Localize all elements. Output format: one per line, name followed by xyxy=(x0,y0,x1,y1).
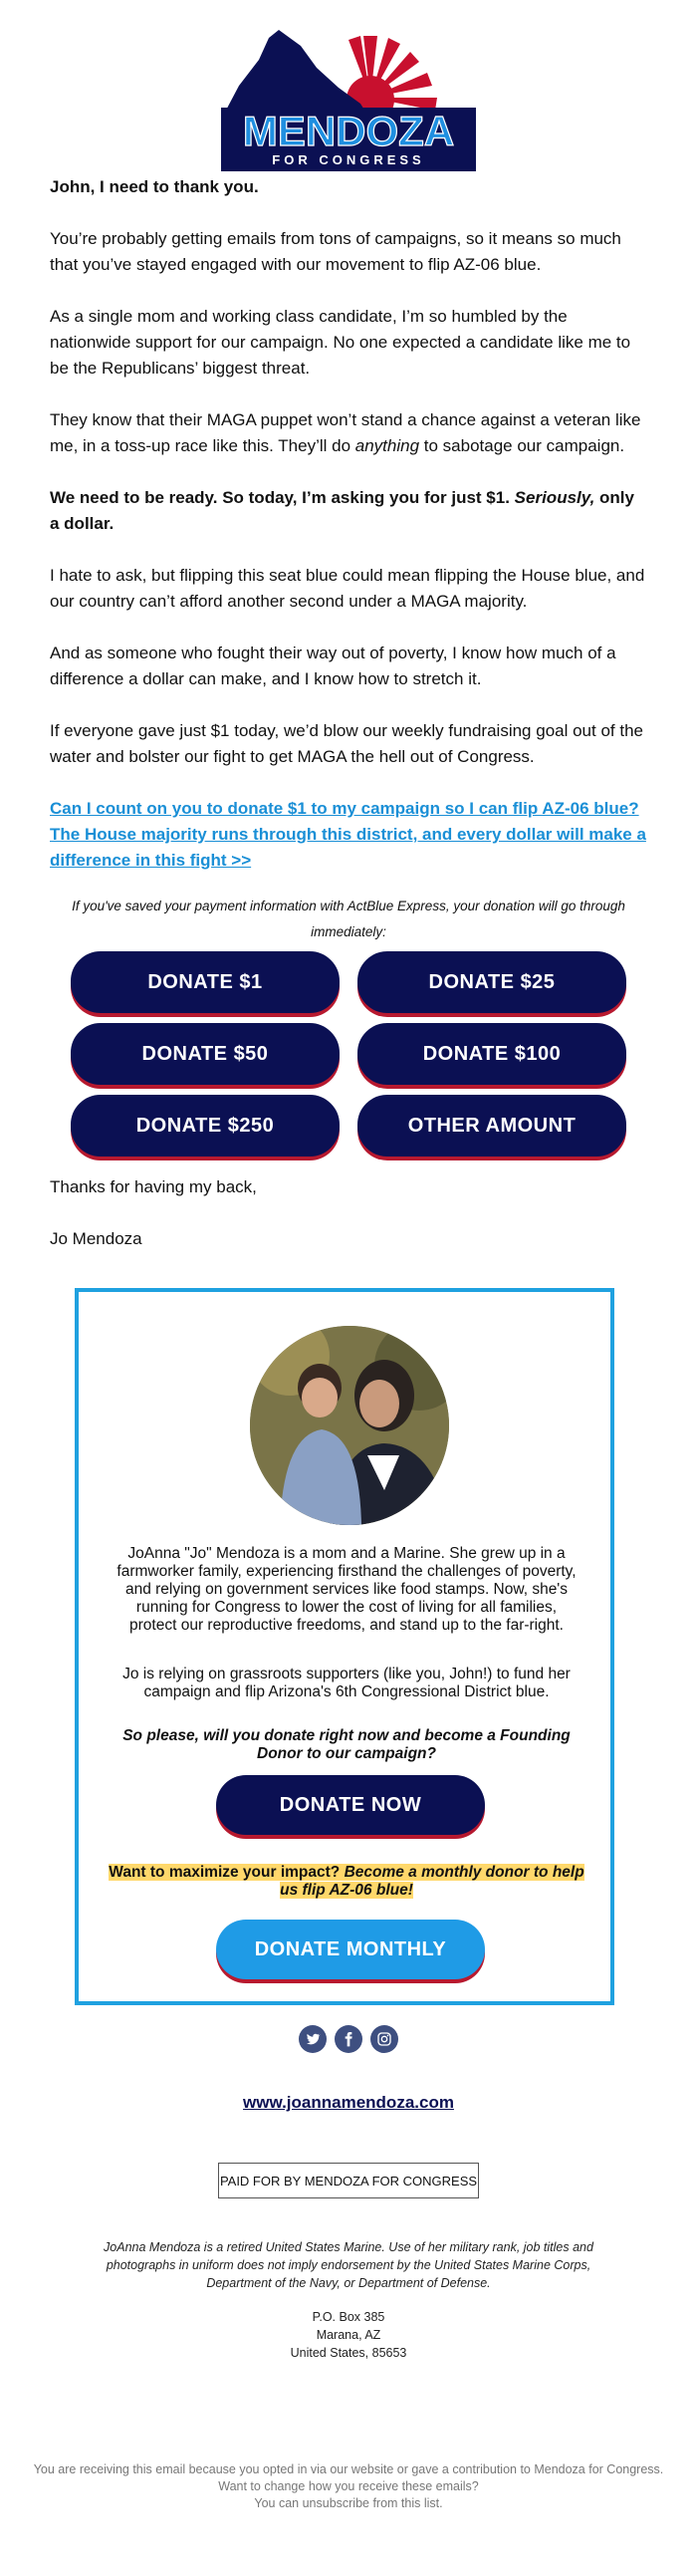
donate-button-grid xyxy=(50,951,647,1157)
logo-name: MENDOZA xyxy=(242,108,455,154)
donate-25-button[interactable]: DONATE $25 xyxy=(357,951,626,1013)
donate-50-button[interactable]: DONATE $50 xyxy=(71,1023,340,1085)
bio-paragraph-1: JoAnna "Jo" Mendoza is a mom and a Marine. She grew up in a farmworker family, experiencing firsthand the challenges of poverty, and relying on government services like food stamps. Now, she's running for Congress to lower the cost of living for all families, protect our reproductive freedoms, and stand up to the far-right. xyxy=(116,1545,577,1634)
military-disclaimer: JoAnna Mendoza is a retired United States Marine. Use of her military rank, job titles and photographs in uniform does not imply endorsement by the United States Marine Corps, Department of the Navy, or Department of Defense. xyxy=(104,2240,593,2290)
facebook-icon[interactable] xyxy=(335,2025,362,2053)
address-line-2: Marana, AZ xyxy=(316,2328,381,2342)
paragraph-7: If everyone gave just $1 today, we’d blow our weekly fundraising goal out of the water and bolster our fight to get MAGA the hell out of Congress. xyxy=(50,721,643,766)
address-line-3: United States, 85653 xyxy=(290,2346,407,2360)
campaign-logo xyxy=(221,28,476,171)
donate-monthly-button[interactable]: DONATE MONTHLY xyxy=(216,1920,485,1979)
social-links xyxy=(0,2025,697,2053)
header xyxy=(0,0,697,174)
donate-1-button[interactable]: DONATE $1 xyxy=(71,951,340,1013)
paragraph-6: And as someone who fought their way out of poverty, I know how much of a difference a dollar can make, and I know how to stretch it. xyxy=(50,644,616,688)
paragraph-5: I hate to ask, but flipping this seat blue could mean flipping the House blue, and our country can’t afford another second under a MAGA majority. xyxy=(50,566,645,611)
donate-now-button[interactable]: DONATE NOW xyxy=(216,1775,485,1835)
paragraph-2: As a single mom and working class candidate, I’m so humbled by the nationwide support for our campaign. No one expected a candidate like me to be the Republicans’ biggest threat. xyxy=(50,307,631,378)
emphasis-anything: anything xyxy=(354,436,420,455)
mailing-address xyxy=(0,2308,697,2362)
bio-paragraph-3: So please, will you donate right now and become a Founding Donor to our campaign? xyxy=(122,1727,571,1762)
impact-highlight: Want to maximize your impact? Become a monthly donor to help us flip AZ-06 blue! xyxy=(109,1864,584,1899)
donate-cta-link[interactable]: Can I count on you to donate $1 to my campaign so I can flip AZ-06 blue? The House majority runs through this district, and every dollar will make a difference in this fight >> xyxy=(50,799,646,870)
website-link-wrap xyxy=(0,2093,697,2113)
logo-sub: FOR CONGRESS xyxy=(272,152,425,167)
signature: Jo Mendoza xyxy=(50,1229,142,1248)
paragraph-4: We need to be ready. So today, I’m asking you for just $1. Seriously, only a dollar. xyxy=(50,488,634,533)
candidate-photo xyxy=(250,1326,449,1525)
actblue-express-note: If you've saved your payment information with ActBlue Express, your donation will go through immediately: xyxy=(72,899,625,939)
paragraph-1: You’re probably getting emails from tons of campaigns, so it means so much that you’ve stayed engaged with our movement to flip AZ-06 blue. xyxy=(50,229,621,274)
instagram-icon[interactable] xyxy=(370,2025,398,2053)
donate-250-button[interactable]: DONATE $250 xyxy=(71,1095,340,1157)
optin-notice: You are receiving this email because you opted in via our website or gave a contribution to Mendoza for Congress. Want to change how you receive these emails? xyxy=(33,2462,664,2493)
address-line-1: P.O. Box 385 xyxy=(312,2310,385,2324)
greeting: John, I need to thank you. xyxy=(50,177,259,196)
paragraph-3: They know that their MAGA puppet won’t stand a chance against a veteran like me, in a toss-up race like this. They’ll do anything to sabotage our campaign. xyxy=(50,410,641,455)
email-footer xyxy=(20,2461,677,2512)
unsubscribe-link[interactable]: You can unsubscribe from this list. xyxy=(254,2496,443,2510)
bio-paragraph-2: Jo is relying on grassroots supporters (like you, John!) to fund her campaign and flip Arizona's 6th Congressional District blue. xyxy=(122,1666,571,1700)
mountain-shape xyxy=(221,30,370,120)
paid-for-box: PAID FOR BY MENDOZA FOR CONGRESS xyxy=(218,2163,479,2198)
emphasis-seriously: Seriously, xyxy=(514,488,595,507)
email-body xyxy=(0,174,697,1252)
bio-box xyxy=(75,1288,614,2005)
donate-100-button[interactable]: DONATE $100 xyxy=(357,1023,626,1085)
signoff: Thanks for having my back, xyxy=(50,1177,257,1196)
twitter-icon[interactable] xyxy=(299,2025,327,2053)
website-link[interactable]: www.joannamendoza.com xyxy=(243,2093,454,2112)
other-amount-button[interactable]: OTHER AMOUNT xyxy=(357,1095,626,1157)
